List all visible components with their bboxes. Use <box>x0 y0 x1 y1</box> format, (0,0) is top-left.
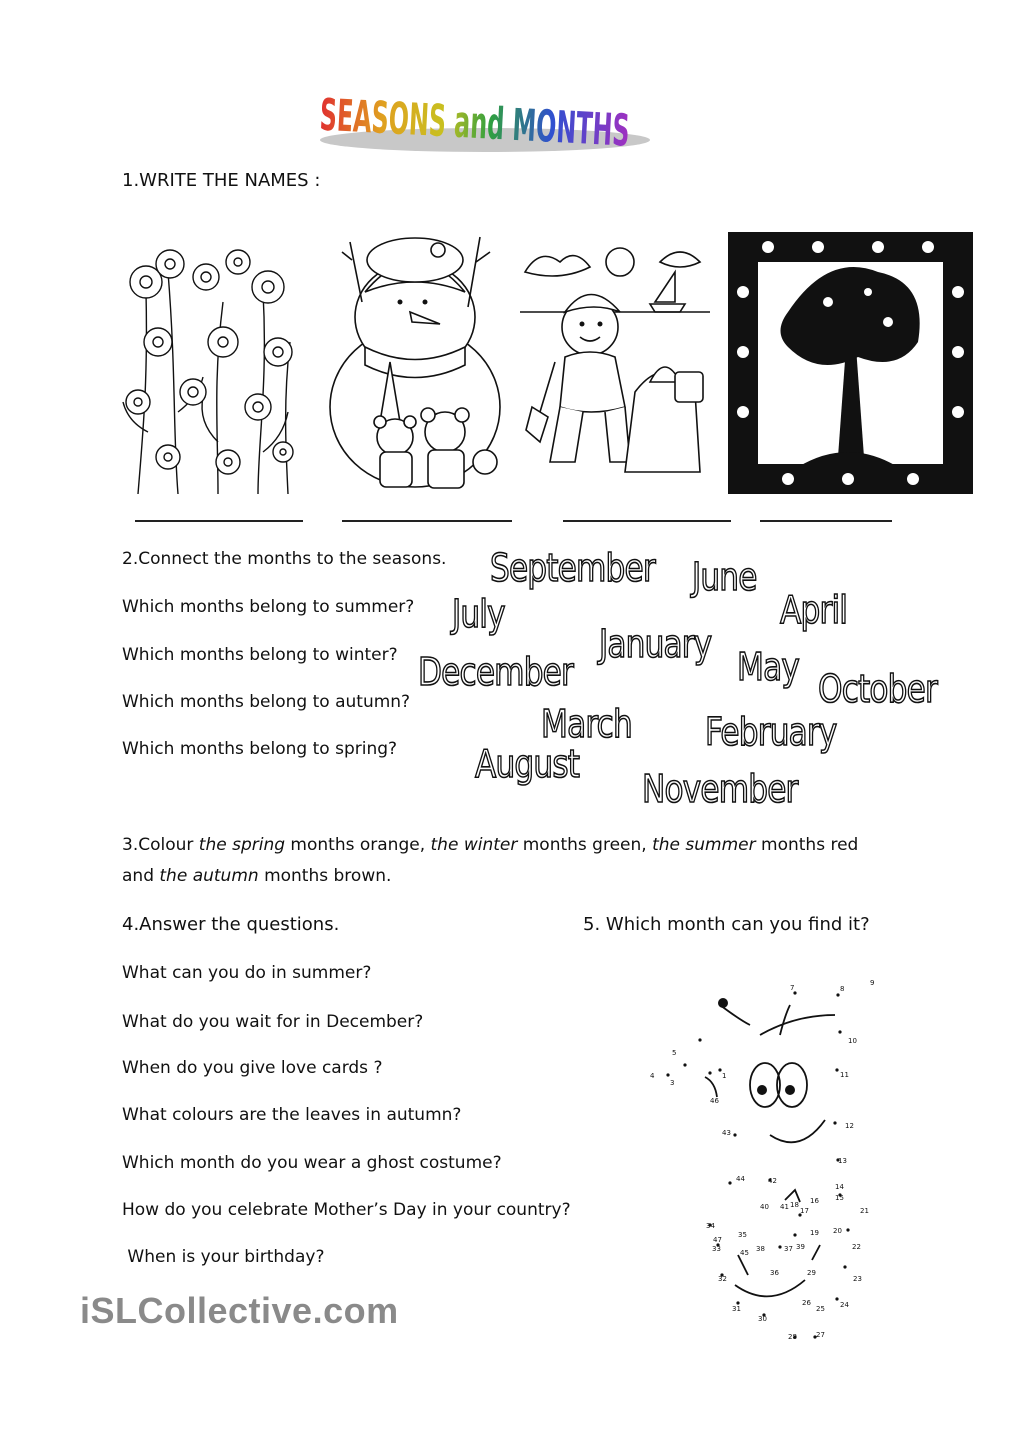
dot-label: 21 <box>860 1207 869 1215</box>
q2-heading: 2.Connect the months to the seasons. <box>122 549 447 569</box>
dot-label: 4 <box>650 1072 655 1080</box>
dot-label: 35 <box>738 1231 747 1239</box>
q4-question: What can you do in summer? <box>122 963 372 983</box>
dot-label: 28 <box>788 1333 797 1341</box>
month-word[interactable]: September <box>490 546 655 590</box>
dot-label: 17 <box>800 1207 809 1215</box>
dot-label: 30 <box>758 1315 767 1323</box>
dot-label: 46 <box>710 1097 719 1105</box>
dot-label: 13 <box>838 1157 847 1165</box>
q4-question: What do you wait for in December? <box>122 1012 424 1032</box>
q5-heading: 5. Which month can you find it? <box>583 914 870 935</box>
winter-snowman-picture <box>320 232 510 494</box>
dot-label: 40 <box>760 1203 769 1211</box>
q4-question: What colours are the leaves in autumn? <box>122 1105 462 1125</box>
title-text: SEASONS and MONTHS <box>318 89 894 171</box>
dot-label: 36 <box>770 1269 779 1277</box>
dot-label: 45 <box>740 1249 749 1257</box>
dot-to-dot-puzzle <box>640 979 890 1345</box>
dot-label: 25 <box>816 1305 825 1313</box>
dot-label: 43 <box>722 1129 731 1137</box>
autumn-tree-picture <box>728 232 973 494</box>
q4-question: When is your birthday? <box>122 1247 325 1267</box>
spring-flowers-picture <box>118 232 303 494</box>
dot-label: 7 <box>790 984 795 992</box>
dot-label: 19 <box>810 1229 819 1237</box>
dot-label: 41 <box>780 1203 789 1211</box>
q2-question: Which months belong to autumn? <box>122 692 411 712</box>
dot-label: 38 <box>756 1245 765 1253</box>
month-word[interactable]: November <box>642 767 798 811</box>
dot-label: 44 <box>736 1175 745 1183</box>
month-word[interactable]: January <box>599 622 712 666</box>
dot-label: 34 <box>706 1222 715 1230</box>
dot-label: 32 <box>718 1275 727 1283</box>
q3-instruction-line2: and the autumn months brown. <box>122 866 392 886</box>
dot-label: 9 <box>870 979 875 987</box>
dot-label: 11 <box>840 1071 849 1079</box>
q2-question: Which months belong to winter? <box>122 645 398 665</box>
dot-label: 18 <box>790 1201 799 1209</box>
month-word[interactable]: December <box>418 650 574 694</box>
dot-label: 42 <box>768 1177 777 1185</box>
dot-label: 24 <box>840 1301 849 1309</box>
q4-heading: 4.Answer the questions. <box>122 914 340 935</box>
dot-label: 20 <box>833 1227 842 1235</box>
month-word[interactable]: May <box>737 645 799 689</box>
worksheet-title <box>300 68 894 171</box>
dot-label: 15 <box>835 1194 844 1202</box>
month-word[interactable]: July <box>452 592 505 636</box>
answer-blank[interactable] <box>760 520 892 522</box>
q4-question: When do you give love cards ? <box>122 1058 383 1078</box>
dot-label: 27 <box>816 1331 825 1339</box>
answer-blank[interactable] <box>563 520 731 522</box>
dot-label: 10 <box>848 1037 857 1045</box>
dot-label: 31 <box>732 1305 741 1313</box>
dot-label: 26 <box>802 1299 811 1307</box>
dot-label: 3 <box>670 1079 675 1087</box>
dot-label: 29 <box>807 1269 816 1277</box>
q4-question: Which month do you wear a ghost costume? <box>122 1153 502 1173</box>
dot-label: 47 <box>713 1236 722 1244</box>
q4-question: How do you celebrate Mother’s Day in your country? <box>122 1200 571 1220</box>
dot-label: 22 <box>852 1243 861 1251</box>
dot-label: 39 <box>796 1243 805 1251</box>
q2-question: Which months belong to summer? <box>122 597 415 617</box>
dot-label: 8 <box>840 985 845 993</box>
summer-beach-picture <box>520 232 710 494</box>
q2-question: Which months belong to spring? <box>122 739 398 759</box>
q1-heading: 1.WRITE THE NAMES : <box>122 170 321 191</box>
watermark: iSLCollective.com <box>80 1290 399 1331</box>
answer-blank[interactable] <box>135 520 303 522</box>
month-word[interactable]: April <box>780 588 848 632</box>
month-word[interactable]: February <box>705 710 837 754</box>
dot-label: 14 <box>835 1183 844 1191</box>
month-word[interactable]: June <box>692 555 757 599</box>
dot-label: 33 <box>712 1245 721 1253</box>
month-word[interactable]: August <box>475 742 580 786</box>
dot-label: 37 <box>784 1245 793 1253</box>
answer-blank[interactable] <box>342 520 512 522</box>
dot-label: 12 <box>845 1122 854 1130</box>
month-word[interactable]: March <box>541 702 632 746</box>
dot-label: 5 <box>672 1049 677 1057</box>
dot-label: 16 <box>810 1197 819 1205</box>
dot-label: 23 <box>853 1275 862 1283</box>
month-word[interactable]: October <box>818 667 937 711</box>
q3-instruction-line1: 3.Colour the spring months orange, the winter months green, the summer months red <box>122 835 859 855</box>
dot-label: 1 <box>722 1072 727 1080</box>
